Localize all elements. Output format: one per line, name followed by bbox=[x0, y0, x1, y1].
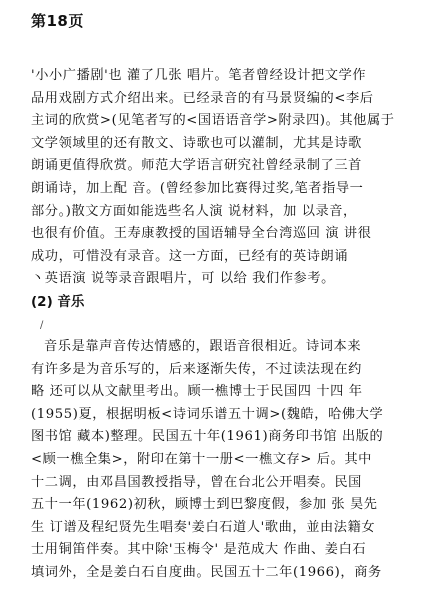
text-line: 品用戏剧方式介绍出来。已经录音的有马景贤编的<李后 bbox=[31, 90, 374, 106]
section-heading: (2) 音乐 bbox=[31, 294, 85, 310]
text-line: 略 还可以从文献里考出。顾一樵博士于民国四 十四 年 bbox=[31, 384, 363, 400]
text-line: 文学领域里的还有散文、诗歌也可以灌制，尤其是诗歌 bbox=[31, 135, 362, 151]
text-line: 部分。)散文方面如能选些名人演 说材料，加 以录音， bbox=[31, 203, 357, 219]
text-line: <顾一樵全集>，附印在第十一册<一樵文存> 后。其中 bbox=[31, 451, 372, 467]
text-line: 也很有价值。王寿康教授的国语辅导全台湾巡回 演 讲很 bbox=[31, 226, 372, 242]
text-line: 图书馆 藏本)整理。民国五十年(1961)商务印书馆 出版的 bbox=[31, 429, 384, 445]
text-line: 十二调，由邓昌国教授指导，曾在台北公开唱奏。民国 bbox=[31, 474, 362, 490]
text-line: (1955)夏，根据明板<诗词乐谱五十调>(魏皓，哈佛大学 bbox=[31, 406, 384, 422]
paragraph-1 bbox=[31, 65, 401, 291]
text-line: 音乐是靠声音传达情感的，跟语音很相近。诗词本来 bbox=[44, 339, 362, 354]
text-line: 填词外，全是姜白石自度曲。民国五十二年(1966)，商务 bbox=[31, 564, 382, 580]
text-line: 朗诵诗，加上配 音。(曾经参加比赛得过奖,笔者指导一 bbox=[31, 180, 364, 196]
stray-mark: / bbox=[40, 320, 44, 331]
page-number-header: 第18页 bbox=[31, 12, 84, 30]
text-line: 士用铜笛伴奏。其中除'玉梅令' 是范成大 作曲、姜白石 bbox=[31, 542, 367, 558]
text-line: '小小广播剧'也 灌了几张 唱片。笔者曾经设计把文学作 bbox=[31, 68, 367, 83]
text-line: 有许多是为音乐写的，后来逐渐失传，不过读法现在约 bbox=[31, 361, 362, 377]
text-line: 五十一年(1962)初秋，顾博士到巴黎度假，参加 张 昊先 bbox=[31, 497, 378, 513]
text-line: 主词的欣赏>(见笔者写的<国语语音学>附录四)。其他属于 bbox=[31, 113, 395, 129]
text-line: 成功，可惜没有录音。这一方面，已经有的英诗朗诵 bbox=[31, 248, 349, 264]
text-line: 朗诵更值得欣赏。师范大学语言研究社曾经录制了三首 bbox=[31, 158, 362, 174]
text-line: 丶英语演 说等录音跟唱片，可 以给 我们作参考。 bbox=[31, 271, 335, 287]
paragraph-2 bbox=[31, 336, 401, 585]
text-line: 生 订谱及程纪贤先生唱奏'姜白石道人'歌曲，並由法籍女 bbox=[31, 519, 376, 535]
